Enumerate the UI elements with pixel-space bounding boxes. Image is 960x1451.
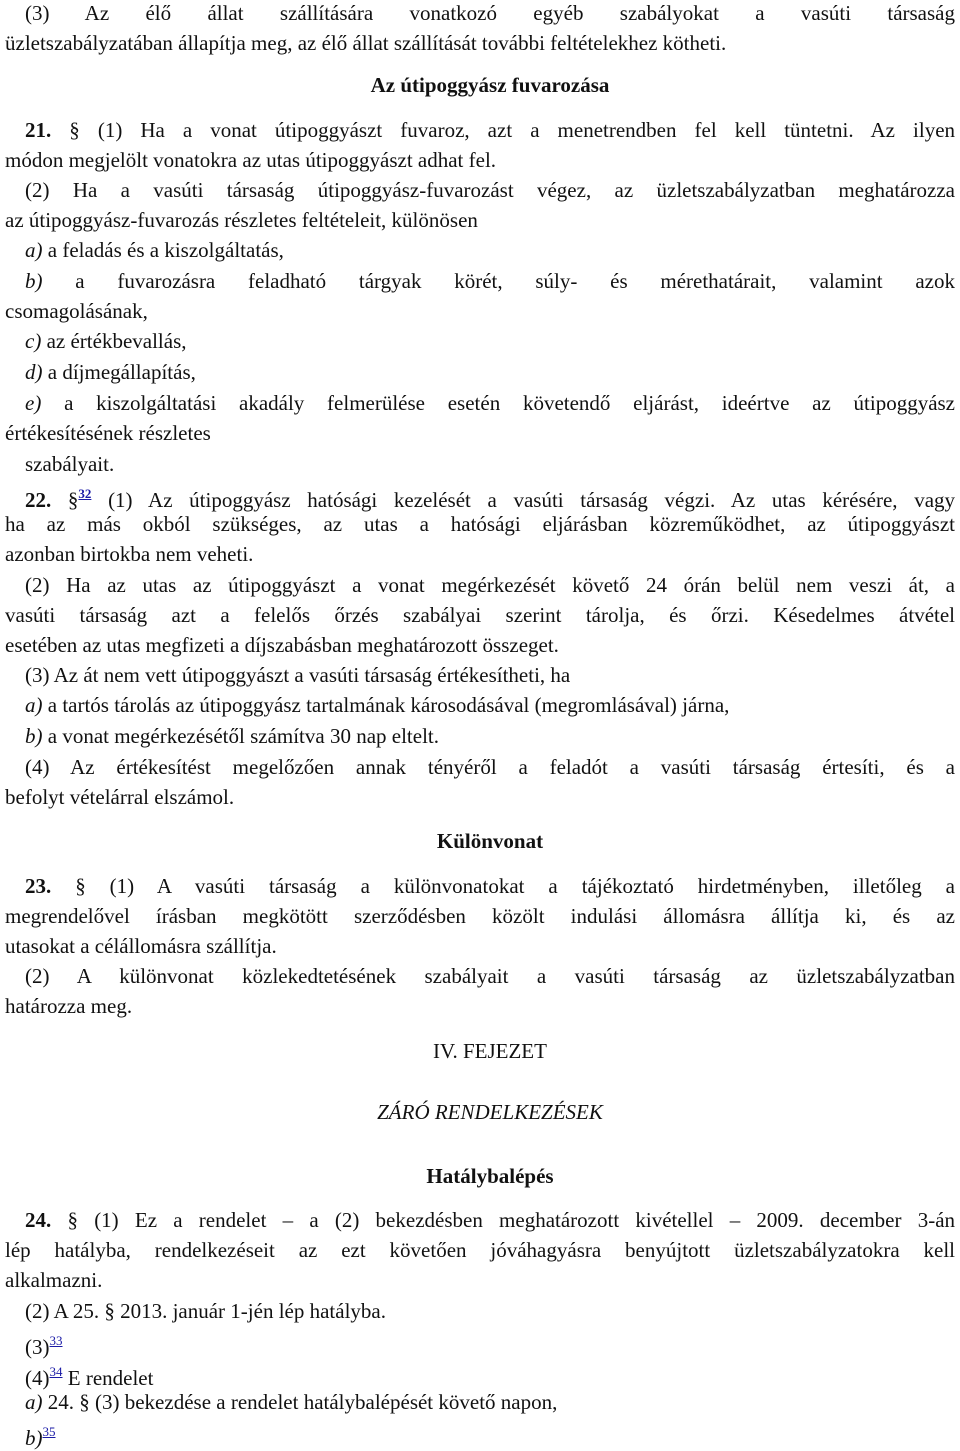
paragraph-line: (2) A különvonat közlekedtetésének szabályait a vasúti társaság az üzletszabályzatban [25,964,955,988]
paragraph-line: megrendelővel írásban megkötött szerződésben közölt indulási állomásra állítja ki, és az [5,904,955,928]
list-marker: a) [25,238,43,262]
paragraph-line: lép hatályba, rendelkezéseit az ezt követően jóváhagyásra benyújtott üzletszabályzatokra kell [5,1238,955,1262]
footnote-ref-link[interactable]: 35 [42,1424,56,1439]
section-number: 22. [25,488,52,512]
list-item [25,723,955,749]
paragraph-line: (4) Az értékesítést megelőzően annak tényéről a feladót a vasúti társaság értesíti, és a [25,755,955,779]
list-marker: c) [25,329,42,353]
section-text: (1) A vasúti társaság a különvonatokat a tájékoztató hirdetményben, illetőleg a [109,874,956,898]
section-number: 24. [25,1208,52,1232]
footnote-ref-link[interactable]: 32 [78,486,92,501]
section-heading: Különvonat [436,829,544,853]
list-item [25,359,955,385]
list-text: a tartós tárolás az útipoggyász tartalmának károsodásával (megromlásával) járna, [47,693,730,717]
section-23-line [25,873,955,899]
paragraph-line: az útipoggyász-fuvarozás részletes feltételeit, különösen [5,208,478,232]
list-item [25,1419,955,1451]
list-marker: a) [25,1390,43,1414]
chapter-title: ZÁRÓ RENDELKEZÉSEK [377,1100,603,1124]
paragraph-line: (2) Ha az utas az útipoggyászt a vonat megérkezését követő 24 órán belül nem veszi át, a [25,573,955,597]
paragraph-line: határozza meg. [5,994,133,1018]
paragraph-line: ha az más okból szükséges, az utas a hatósági eljárásban közreműködhet, az útipoggyászt [5,512,955,536]
paragraph-number: (4) [25,1366,50,1390]
section-number: 21. [25,118,52,142]
section-text: (1) Az útipoggyász hatósági kezelését a vasúti társaság végzi. Az utas kérésére, vagy [108,488,956,512]
list-item [25,390,955,416]
chapter-number: IV. FEJEZET [433,1039,547,1063]
list-text: a kiszolgáltatási akadály felmerülése esetén követendő eljárást, ideértve az útipoggyász [64,391,956,415]
paragraph-line: csomagolásának, [5,299,148,323]
paragraph-line: értékesítésének részletes [5,421,211,445]
paragraph-line: módon megjelölt vonatokra az utas útipoggyászt adhat fel. [5,148,497,172]
list-text: a feladás és a kiszolgáltatás, [47,238,284,262]
paragraph-line: vasúti társaság azt a felelős őrzés szabályai szerint tárolja, és őrzi. Késedelmes átvétel [5,603,955,627]
list-item [25,268,955,294]
paragraph-line: befolyt vételárral elszámol. [5,785,235,809]
list-text: 24. § (3) bekezdése a rendelet hatálybalépését követő napon, [47,1390,558,1414]
paragraph-line: alkalmazni. [5,1268,103,1292]
section-heading: Az útipoggyász fuvarozása [370,73,610,97]
paragraph-line: (3) Az át nem vett útipoggyászt a vasúti társaság értékesítheti, ha [25,663,571,687]
list-item [25,692,955,718]
list-item [25,1389,955,1415]
list-marker: b) [25,1426,43,1450]
paragraph-line [25,1328,955,1360]
paragraph-number: (3) [25,1335,50,1359]
paragraph-line: esetében az utas megfizeti a díjszabásban meghatározott összeget. [5,633,559,657]
paragraph-line [25,1359,955,1391]
list-text: a vonat megérkezésétől számítva 30 nap eltelt. [47,724,440,748]
section-text: (1) Ez a rendelet – a (2) bekezdésben meghatározott kivétellel – 2009. december 3-án [94,1208,956,1232]
list-marker: d) [25,360,43,384]
paragraph-line: (2) Ha a vasúti társaság útipoggyász-fuvarozást végez, az üzletszabályzatban meghatározza [25,178,955,202]
paragraph-text: E rendelet [67,1366,154,1390]
section-number: 23. [25,874,52,898]
list-marker: e) [25,391,42,415]
section-heading: Hatálybalépés [426,1164,554,1188]
list-marker: b) [25,724,43,748]
list-item [25,237,955,263]
paragraph-line: utasokat a célállomásra szállítja. [5,934,277,958]
footnote-ref-link[interactable]: 33 [49,1333,63,1348]
section-24-line [25,1207,955,1233]
paragraph-line: (2) A 25. § 2013. január 1-jén lép hatályba. [25,1299,386,1323]
list-text: a fuvarozásra feladható tárgyak körét, súly- és mérethatárait, valamint azok [75,269,955,293]
section-22-line [25,481,955,513]
list-marker: b) [25,269,43,293]
footnote-ref-link[interactable]: 34 [49,1364,63,1379]
section-sign: § [67,1208,78,1232]
list-item [25,328,955,354]
list-text: a díjmegállapítás, [47,360,196,384]
paragraph-line: üzletszabályzatában állapítja meg, az élő állat szállítását további feltételekhez kötheti. [5,31,727,55]
list-marker: a) [25,693,43,717]
paragraph-line: azonban birtokba nem veheti. [5,542,254,566]
paragraph-line: szabályait. [25,452,115,476]
list-text: az értékbevallás, [46,329,187,353]
section-text: (1) Ha a vonat útipoggyászt fuvaroz, azt a menetrendben fel kell tüntetni. Az ilyen [97,118,956,142]
section-sign: § [75,874,86,898]
section-21-line [25,117,955,143]
section-sign: § [67,488,79,512]
paragraph-line: (3) Az élő állat szállítására vonatkozó egyéb szabályokat a vasúti társaság [25,1,955,25]
section-sign: § [69,118,80,142]
